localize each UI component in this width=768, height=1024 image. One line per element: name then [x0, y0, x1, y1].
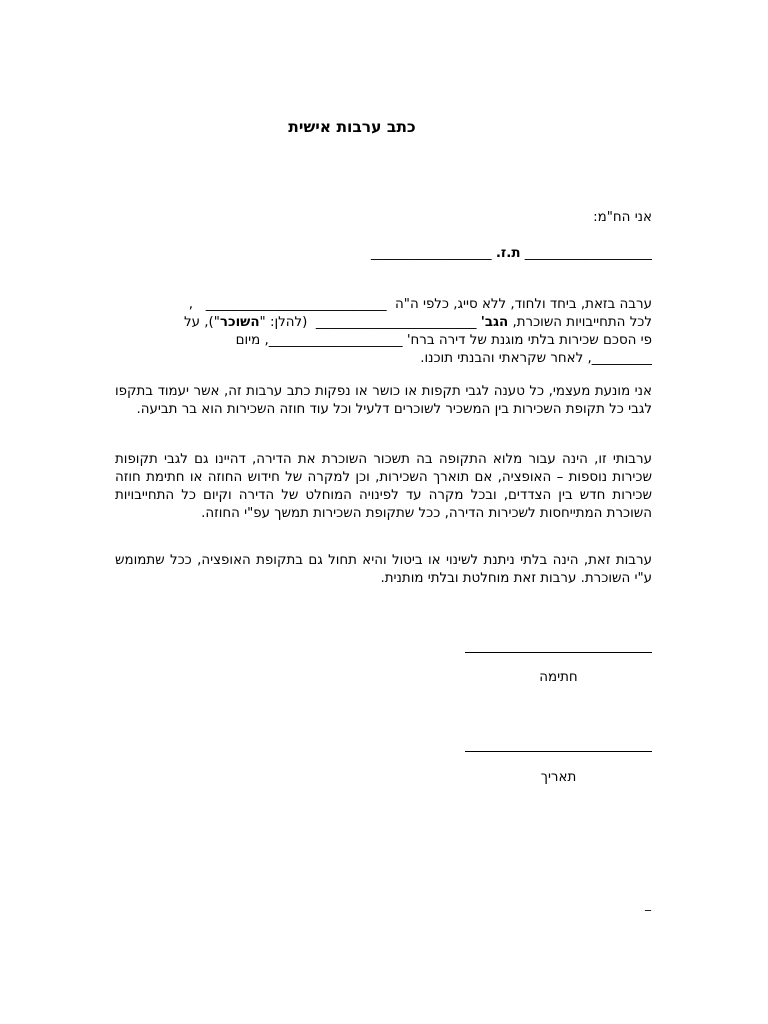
id-label: ת.ז.: [495, 246, 521, 261]
id-blank-1: ___________________: [524, 246, 652, 261]
para1-line2-pre: לכל התחייבויות השוכרת,: [508, 315, 652, 330]
para2: אני מונעת מעצמי, כל טענה לגבי תקפות או כושר או נפקות כתב ערבות זה, אשר יעמוד בתקפו לגבי כל תקופת השכירות בין המשכיר לשוכרים דלעיל וכל עוד חוזה השכירות הוא בר תביעה.: [115, 384, 652, 417]
signature-line: [465, 652, 652, 653]
para1-line2-bold1: הגב': [480, 315, 509, 330]
date-line: [465, 751, 652, 752]
para1-line1: ערבה בזאת, ביחד ולחוד, ללא סייג, כלפי ה"ה ___________________________ ,: [188, 297, 652, 312]
para1-line3: פי הסכם שכירות בלתי מוגנת של דירה ברח' ____________________, מיום: [235, 333, 652, 348]
para1-line2: [184, 314, 652, 332]
document-title-text: כתב ערבות אישית: [288, 118, 416, 136]
id-blank-2: __________________: [371, 246, 492, 261]
date-label: תאריך: [540, 770, 577, 785]
para4: ערבות זאת, הינה בלתי ניתנת לשינוי או ביטול והיא תחול גם בתקופת האופציה, ככל שתמומש ע"י השוכרת. ערבות זאת מוחלטת ובלתי מותנית.: [115, 553, 652, 586]
para1-line2-post: "), על: [184, 315, 220, 330]
document-title: [0, 118, 768, 136]
footer-mark: _: [645, 897, 651, 911]
para1-line2-bold2: השוכר: [219, 315, 260, 330]
signer-intro: אני הח"מ:: [593, 210, 652, 225]
id-number-line: [371, 245, 652, 263]
signature-label: חתימה: [539, 670, 578, 685]
para3: ערבותי זו, הינה עבור מלוא התקופה בה תשכור השוכרת את הדירה, דהיינו גם לגבי תקופות שכירות נוספות – האופציה, אם תוארך השכירות, וכן למקרה של חידוש החוזה או חתימת חוזה שכירות חדש בין הצדדים, ובכל מקרה עד לפינויה המוחלט של הדירה וקיום כל התחייבויות השוכרת המתייחסות לשכירות הדירה, ככל שתקופת השכירות תמשך עפ"י החוזה.: [115, 452, 652, 521]
para1-line4: _________, לאחר שקראתי והבנתי תוכנו.: [420, 351, 652, 366]
para1-line2-mid: ________________________ (להלן: ": [259, 315, 481, 330]
